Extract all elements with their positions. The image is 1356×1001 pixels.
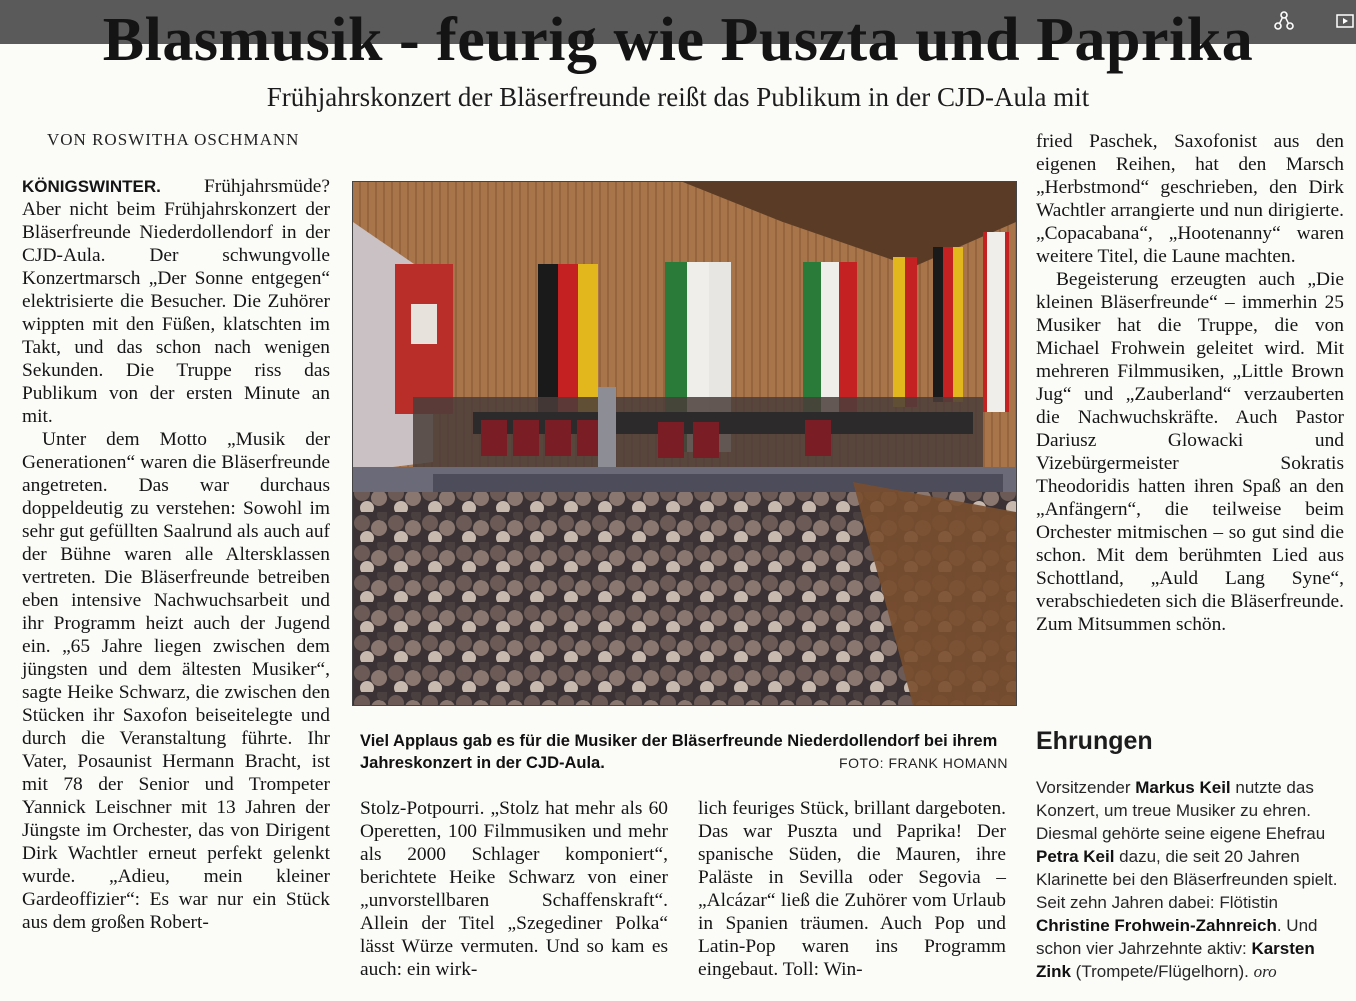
presentation-icon[interactable] [1336, 12, 1354, 30]
paragraph-3: Stolz-Potpourri. „Stolz hat mehr als 60 Operetten, 100 Filmmusiken und mehr als 2000 Schlager komponiert“, berichtete Heike Schwarz von einer „unvorstellbaren Schaffenskraft“. Allein der Titel „Szegediner Polka“ lässt Würze vermuten. Und so kam es auch: ein wirk- [360, 798, 668, 980]
infobox-title: Ehrungen [1036, 727, 1153, 755]
concert-photo-graphic [353, 182, 1016, 705]
article-column-1 [22, 175, 330, 934]
subheadline: Frühjahrskonzert der Bläserfreunde reißt das Publikum in der CJD-Aula mit [266, 82, 1090, 112]
headline: Blasmusik - feurig wie Puszta und Paprika [102, 6, 1254, 74]
article-column-3 [698, 797, 1006, 981]
photo-credit: FOTO: FRANK HOMANN [839, 755, 1008, 771]
presentation-icon-graphic [1336, 12, 1354, 30]
honoree-name: Markus Keil [1135, 778, 1231, 797]
paragraph-4: lich feuriges Stück, brillant dargeboten. Das war Puszta und Paprika! Der spanische Süden, die Mauren, ihre Paläste in Sevilla oder Segovia – „Alcázar“ ließ die Zuhörer vom Urlaub in Spanien träumen. Auch Pop und Latin-Pop waren ins Programm eingebaut. Toll: Win- [698, 798, 1006, 980]
share-icon[interactable] [1272, 10, 1296, 34]
dateline: KÖNIGSWINTER. [22, 177, 161, 196]
byline: VON ROSWITHA OSCHMANN [47, 130, 300, 149]
paragraph-5: fried Paschek, Saxofonist aus den eigenen Reihen, hat den Marsch „Herbstmond“ geschrieben, den Dirk Wachtler arrangierte und nun dirigierte. „Copacabana“, „Hootenanny“ waren weitere Titel, die Laune machten. [1036, 131, 1344, 267]
share-icon-graphic [1273, 10, 1295, 32]
photo-caption [360, 730, 1008, 774]
paragraph-2: Unter dem Motto „Musik der Generationen“ waren die Bläserfreunde angetreten. Das war durchaus doppeldeutig zu verstehen: Sowohl im sehr gut gefüllten Saalrund als auch auf der Bühne waren alle Altersklassen vertreten. Die Bläserfreunde betreiben eben intensive Nachwuchsarbeit und ihr Programm heizt auch der Jugend ein. „65 Jahre liegen zwischen dem jüngsten und dem ältesten Musiker“, sagte Heike Schwarz, die zwischen den Stücken ihr Saxofon beiseitelegte und durch die Veranstaltung führte. Ihr Vater, Posaunist Hermann Bracht, ist mit 78 der Senior und Trompeter Yannick Leischner mit 13 Jahren der Jüngste im Orchester, das von Dirigent Dirk Wachtler erneut perfekt gelenkt wurde. „Adieu, mein kleiner Gardeoffizier“: Es war nur ein Stück aus dem großen Robert- [22, 429, 330, 933]
paragraph-1: Frühjahrsmüde? Aber nicht beim Frühjahrskonzert der Bläserfreunde Niederdollendorf in der CJD-Aula. Der schwungvolle Konzertmarsch „Der Sonne entgegen“ elektrisierte die Besucher. Die Zuhörer wippten mit den Füßen, klatschten im Takt, und das schon nach wenigen Sekunden. Die Truppe riss das Publikum von der ersten Minute an mit. [22, 176, 330, 427]
honoree-name: Petra Keil [1036, 847, 1115, 866]
article-column-2 [360, 797, 668, 981]
article-column-4 [1036, 130, 1344, 636]
honoree-name: Christine Frohwein-Zahnreich [1036, 916, 1277, 935]
concert-photo [352, 181, 1017, 706]
infobox-text-4: . Und schon vier Jahrzehnte aktiv: [1036, 916, 1318, 958]
infobox-text-2: nutzte das Konzert, um treue Musiker zu ehren. Diesmal gehörte seine eigene Ehefrau [1036, 778, 1326, 843]
infobox-text-1: Vorsitzender [1036, 778, 1136, 797]
infobox-text-3: dazu, die seit 20 Jahren Klarinette bei den Bläserfreunden spielt. Seit zehn Jahren dabei: Flötistin [1036, 847, 1338, 912]
photo-caption-text: Viel Applaus gab es für die Musiker der Bläserfreunde Niederdollendorf bei ihrem Jahreskonzert in der CJD-Aula. [360, 732, 998, 772]
infobox-text-5: (Trompete/Flügelhorn). [1070, 962, 1254, 981]
infobox-text [1036, 776, 1348, 983]
author-signature: oro [1253, 962, 1277, 981]
honoree-name: Karsten Zink [1036, 939, 1315, 981]
paragraph-6: Begeisterung erzeugten auch „Die kleinen Bläserfreunde“ – immerhin 25 Musiker hat die Truppe, die von Michael Frohwein geleitet wird. Mit mehreren Filmmusiken, „Little Brown Jug“ und „Zauberland“ verzauberten die Nachwuchskräfte. Auch Pastor Dariusz Glowacki und Vizebürgermeister Sokratis Theodoridis hatten ihren Spaß an den „Anfängern“, die teilweise beim Orchester mitmischen – so gut sind die schon. Mit dem berühmten Lied aus Schottland, „Auld Lang Syne“, verabschiedeten sich die Bläserfreunde. Zum Mitsummen schön. [1036, 269, 1344, 635]
